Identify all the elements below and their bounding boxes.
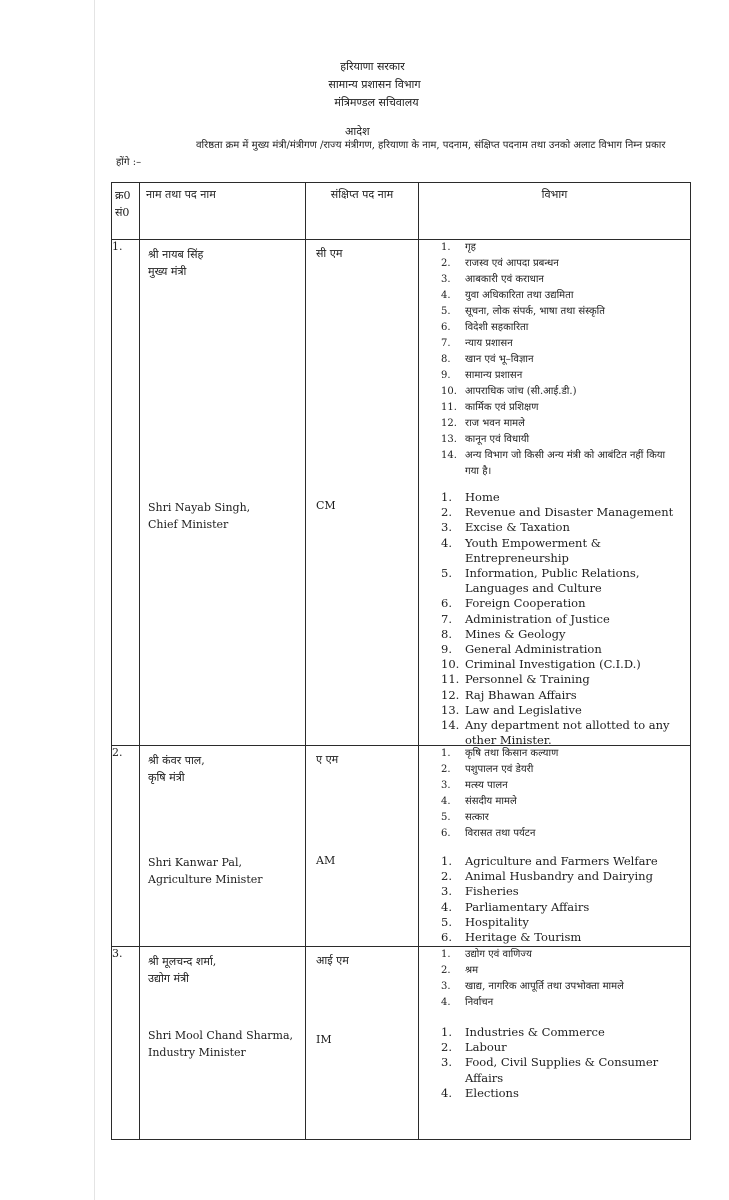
dept-item-number: 2.	[441, 505, 452, 520]
dept-item-number: 1.	[441, 242, 451, 253]
dept-item	[441, 288, 682, 304]
dept-item-number: 8.	[441, 354, 451, 365]
dept-item	[441, 448, 682, 480]
dept-item	[441, 304, 682, 320]
dept-item-label: राजस्व एवं आपदा प्रबन्धन	[465, 258, 559, 269]
minister-name-hi: श्री कंवर पाल,	[148, 754, 205, 767]
document-header	[0, 58, 729, 112]
row-short-cell	[306, 746, 419, 947]
short-name-en: CM	[316, 499, 336, 512]
dept-item-number: 11.	[441, 402, 457, 413]
dept-item-number: 2.	[441, 764, 451, 775]
row-dept-cell	[419, 240, 691, 746]
dept-item-number: 9.	[441, 642, 452, 657]
dept-item-label: Animal Husbandry and Dairying	[465, 869, 653, 884]
name-hi-block	[140, 746, 305, 786]
minister-name-en: Shri Nayab Singh,	[148, 501, 251, 514]
dept-item-label: Administration of Justice	[465, 611, 610, 626]
name-hi-block	[140, 240, 305, 280]
dept-item-number: 5.	[441, 566, 452, 581]
dept-list-hi	[419, 947, 690, 1011]
name-en-block	[148, 854, 263, 888]
dept-item-number: 9.	[441, 370, 451, 381]
row-short-cell	[306, 947, 419, 1140]
short-name-hi: आई एम	[316, 954, 349, 967]
table-header-row	[112, 183, 691, 240]
dept-item	[441, 762, 682, 778]
dept-item-label: Foreign Cooperation	[465, 596, 586, 611]
dept-item-label: श्रम	[465, 965, 479, 976]
minister-name-en: Shri Kanwar Pal,	[148, 856, 242, 869]
minister-post-en: Industry Minister	[148, 1046, 246, 1059]
intro-text: वरिष्ठता क्रम में मुख्य मंत्री/मंत्रीगण /राज्य मंत्रीगण, हरियाणा के नाम, पदनाम, संक्षिप्त पदनाम तथा उनको अलाट विभाग निम्न प्रकार होंगे :–	[116, 140, 666, 168]
dept-item-label: अन्य विभाग जो किसी अन्य मंत्री को आबंटित नहीं किया गया है।	[465, 450, 666, 477]
dept-item	[441, 900, 682, 915]
header-short: संक्षिप्त पद नाम	[306, 183, 419, 240]
dept-item-number: 14.	[441, 450, 457, 461]
short-name-hi: ए एम	[316, 753, 339, 766]
row-dept-cell	[419, 746, 691, 947]
minister-name-hi: श्री मूलचन्द शर्मा,	[148, 955, 217, 968]
dept-item	[441, 400, 682, 416]
dept-item-number: 6.	[441, 596, 452, 611]
dept-item-label: Heritage & Tourism	[465, 930, 582, 945]
dept-item-number: 5.	[441, 914, 452, 929]
dept-item	[441, 869, 682, 884]
dept-item	[441, 930, 682, 945]
table-row	[112, 746, 691, 947]
dept-item-number: 4.	[441, 997, 451, 1008]
dept-item	[441, 352, 682, 368]
dept-item-label: Revenue and Disaster Management	[465, 505, 674, 520]
dept-item-number: 10.	[441, 386, 457, 397]
dept-item-number: 1.	[441, 854, 452, 868]
dept-item	[441, 642, 682, 657]
dept-item	[441, 810, 682, 826]
minister-post-en: Agriculture Minister	[148, 873, 263, 886]
dept-item-number: 3.	[441, 884, 452, 899]
dept-item-number: 3.	[441, 274, 451, 285]
row-name-cell	[140, 240, 306, 746]
dept-item	[441, 536, 682, 566]
minister-post-hi: उद्योग मंत्री	[148, 972, 189, 985]
short-name-en: AM	[316, 854, 336, 867]
dept-item-number: 1.	[441, 490, 452, 504]
order-title: आदेश	[345, 125, 370, 138]
table-row	[112, 947, 691, 1140]
dept-item-number: 8.	[441, 626, 452, 641]
dept-item-number: 3.	[441, 981, 451, 992]
dept-item-label: सामान्य प्रशासन	[465, 370, 523, 381]
dept-item-number: 7.	[441, 611, 452, 626]
dept-item-number: 1.	[441, 748, 451, 759]
dept-item	[441, 884, 682, 899]
dept-item	[441, 1055, 682, 1085]
minister-name-en: Shri Mool Chand Sharma,	[148, 1029, 294, 1042]
page-margin-line	[94, 0, 95, 1200]
dept-item	[441, 256, 682, 272]
dept-item-number: 4.	[441, 796, 451, 807]
row-dept-cell	[419, 947, 691, 1140]
dept-item	[441, 1040, 682, 1055]
dept-item-label: सत्कार	[465, 812, 489, 823]
dept-item	[441, 826, 682, 842]
row-name-cell	[140, 746, 306, 947]
dept-item-label: निर्वाचन	[465, 997, 494, 1008]
dept-item-number: 2.	[441, 869, 452, 884]
dept-item-label: Information, Public Relations, Languages and Culture	[465, 566, 640, 596]
name-en-block	[148, 499, 250, 533]
row-sno: 2.	[112, 746, 140, 947]
dept-item-number: 6.	[441, 322, 451, 333]
dept-item-label: गृह	[465, 242, 476, 253]
dept-item-label: Personnel & Training	[465, 672, 590, 687]
dept-item-number: 6.	[441, 930, 452, 945]
dept-item	[441, 963, 682, 979]
dept-item-label: Labour	[465, 1040, 507, 1055]
dept-item-number: 4.	[441, 535, 452, 550]
name-en-block	[148, 1027, 293, 1061]
dept-item-number: 3.	[441, 780, 451, 791]
dept-item-number: 1.	[441, 1025, 452, 1039]
dept-item	[441, 854, 682, 869]
dept-item-label: विरासत तथा पर्यटन	[465, 828, 536, 839]
header-secretariat: मंत्रिमण्डल सचिवालय	[334, 96, 419, 109]
dept-item	[441, 979, 682, 995]
dept-item-label: Youth Empowerment & Entrepreneurship	[465, 535, 601, 565]
dept-item	[441, 915, 682, 930]
dept-item-number: 3.	[441, 1055, 452, 1070]
dept-item	[441, 490, 682, 505]
header-sno: क्र0 सं0	[112, 183, 140, 240]
row-sno: 1.	[112, 240, 140, 746]
dept-item	[441, 746, 682, 762]
dept-item-number: 4.	[441, 1085, 452, 1100]
dept-item	[441, 688, 682, 703]
dept-item-number: 12.	[441, 418, 457, 429]
dept-item-label: Criminal Investigation (C.I.D.)	[465, 657, 641, 672]
short-name-en: IM	[316, 1033, 332, 1046]
dept-item-label: राज भवन मामले	[465, 418, 525, 429]
dept-item-label: आपराधिक जांच (सी.आई.डी.)	[465, 386, 577, 397]
dept-item-label: आबकारी एवं कराधान	[465, 274, 544, 285]
dept-item-label: कार्मिक एवं प्रशिक्षण	[465, 402, 539, 413]
dept-item	[441, 995, 682, 1011]
minister-name-hi: श्री नायब सिंह	[148, 248, 204, 261]
dept-item	[441, 520, 682, 535]
dept-item-label: Any department not allotted to any other Minister.	[465, 718, 670, 748]
dept-item-label: Agriculture and Farmers Welfare	[465, 854, 658, 868]
dept-item-number: 13.	[441, 434, 457, 445]
dept-item-number: 13.	[441, 702, 460, 717]
dept-item-label: Excise & Taxation	[465, 520, 570, 535]
dept-item	[441, 794, 682, 810]
dept-item	[441, 612, 682, 627]
header-government: हरियाणा सरकार	[340, 60, 405, 73]
dept-item-label: कृषि तथा किसान कल्याण	[465, 748, 559, 759]
dept-item	[441, 272, 682, 288]
dept-item-number: 5.	[441, 812, 451, 823]
dept-item-label: खान एवं भू–विज्ञान	[465, 354, 534, 365]
dept-item-label: उद्योग एवं वाणिज्य	[465, 949, 532, 960]
dept-item	[441, 566, 682, 596]
row-sno: 3.	[112, 947, 140, 1140]
dept-item	[441, 1086, 682, 1101]
dept-item-number: 7.	[441, 338, 451, 349]
dept-item-label: Mines & Geology	[465, 626, 566, 641]
dept-item-label: Raj Bhawan Affairs	[465, 687, 577, 702]
allocation-table	[111, 182, 691, 1140]
dept-item-label: संसदीय मामले	[465, 796, 517, 807]
dept-item-label: पशुपालन एवं डेयरी	[465, 764, 534, 775]
dept-item-label: सूचना, लोक संपर्क, भाषा तथा संस्कृति	[465, 306, 605, 317]
minister-post-en: Chief Minister	[148, 518, 229, 531]
dept-item	[441, 432, 682, 448]
dept-item-number: 4.	[441, 290, 451, 301]
dept-item	[441, 657, 682, 672]
dept-item	[441, 368, 682, 384]
header-name: नाम तथा पद नाम	[140, 183, 306, 240]
table-row	[112, 240, 691, 746]
dept-item-label: Elections	[465, 1085, 519, 1100]
intro-paragraph	[116, 137, 676, 171]
dept-item-label: Home	[465, 490, 500, 504]
dept-item	[441, 384, 682, 400]
dept-item-number: 10.	[441, 657, 460, 672]
dept-item-label: Hospitality	[465, 914, 529, 929]
row-name-cell	[140, 947, 306, 1140]
name-hi-block	[140, 947, 305, 987]
minister-post-hi: कृषि मंत्री	[148, 771, 185, 784]
dept-item-number: 2.	[441, 965, 451, 976]
dept-item-number: 11.	[441, 672, 460, 687]
dept-item	[441, 778, 682, 794]
dept-list-en	[419, 490, 690, 748]
header-dept: विभाग	[419, 183, 691, 240]
dept-list-hi	[419, 746, 690, 842]
dept-item-label: Law and Legislative	[465, 702, 582, 717]
dept-item	[441, 240, 682, 256]
dept-item-label: Industries & Commerce	[465, 1025, 605, 1039]
dept-list-hi	[419, 240, 690, 480]
dept-item-number: 4.	[441, 899, 452, 914]
dept-list-en	[419, 1025, 690, 1101]
dept-item-number: 3.	[441, 520, 452, 535]
dept-item	[441, 416, 682, 432]
dept-item-label: मत्स्य पालन	[465, 780, 508, 791]
minister-post-hi: मुख्य मंत्री	[148, 265, 187, 278]
dept-item	[441, 336, 682, 352]
dept-item-number: 12.	[441, 687, 460, 702]
dept-item	[441, 320, 682, 336]
dept-item	[441, 505, 682, 520]
row-short-cell	[306, 240, 419, 746]
dept-item-number: 14.	[441, 718, 460, 733]
dept-item-label: विदेशी सहकारिता	[465, 322, 529, 333]
dept-item-number: 5.	[441, 306, 451, 317]
dept-list-en	[419, 854, 690, 945]
short-name-hi: सी एम	[316, 247, 343, 260]
dept-item	[441, 672, 682, 687]
dept-item	[441, 1025, 682, 1040]
dept-item-label: न्याय प्रशासन	[465, 338, 513, 349]
dept-item-number: 2.	[441, 258, 451, 269]
dept-item-number: 1.	[441, 949, 451, 960]
dept-item	[441, 627, 682, 642]
dept-item-number: 2.	[441, 1040, 452, 1055]
dept-item	[441, 596, 682, 611]
dept-item-label: Parliamentary Affairs	[465, 899, 590, 914]
dept-item-label: युवा अधिकारिता तथा उद्यमिता	[465, 290, 574, 301]
dept-item-label: कानून एवं विधायी	[465, 434, 530, 445]
dept-item-label: Food, Civil Supplies & Consumer Affairs	[465, 1055, 659, 1085]
dept-item	[441, 703, 682, 718]
dept-item-number: 6.	[441, 828, 451, 839]
dept-item-label: Fisheries	[465, 884, 519, 899]
header-department: सामान्य प्रशासन विभाग	[328, 78, 421, 91]
dept-item-label: खाद्य, नागरिक आपूर्ति तथा उपभोक्ता मामले	[465, 981, 624, 992]
dept-item-label: General Administration	[465, 642, 602, 657]
dept-item	[441, 718, 682, 748]
dept-item	[441, 947, 682, 963]
